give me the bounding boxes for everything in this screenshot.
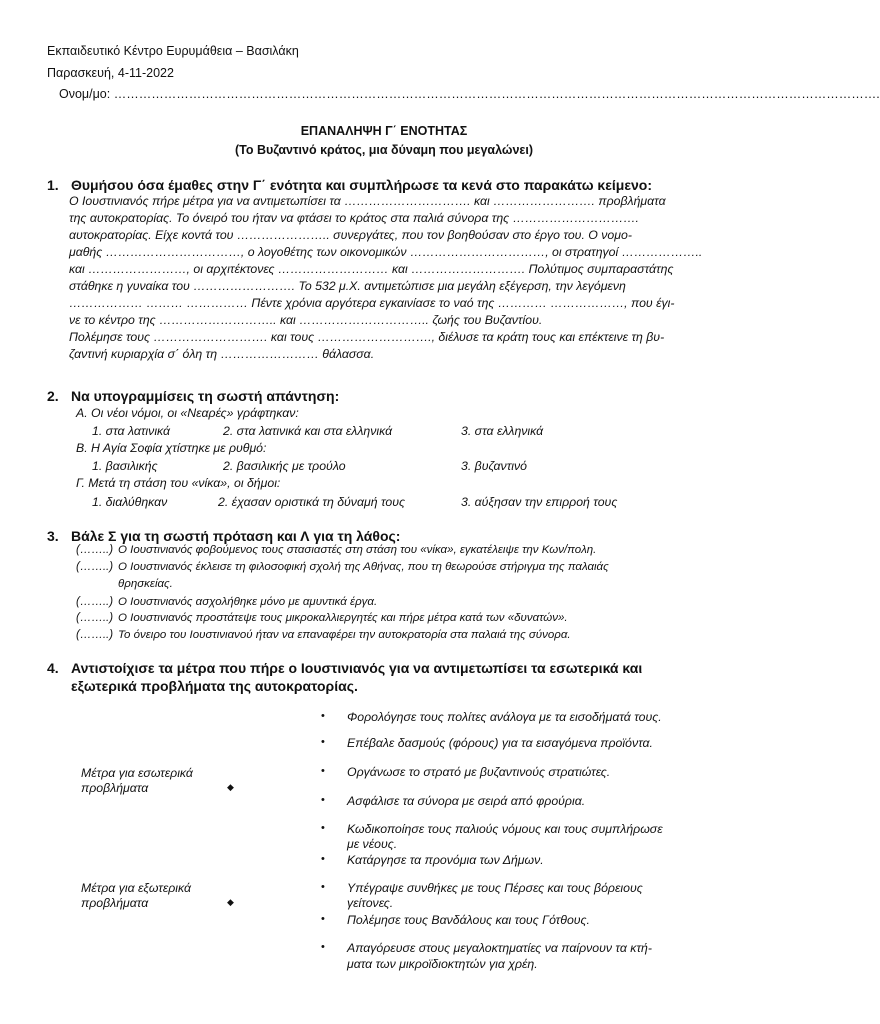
q2-number: 2. xyxy=(47,388,59,404)
q3-number: 3. xyxy=(47,528,59,544)
measure-item: Υπέγραψε συνθήκες με τους Πέρσες και τους βόρειους xyxy=(347,881,643,895)
measure-item: Φορολόγησε τους πολίτες ανάλογα με τα εισοδήματά τους. xyxy=(347,710,662,724)
q3-blank: (……..) xyxy=(76,629,114,641)
internal-measures-label-cont: προβλήματα xyxy=(81,781,149,795)
date: Παρασκευή, 4-11-2022 xyxy=(47,66,174,80)
q3-statement: Ο Ιουστινιανός φοβούμενος τους στασιαστές στη στάση του «νίκα», εγκατέλειψε την Κων/πολη. xyxy=(118,544,597,556)
school-name: Εκπαιδευτικό Κέντρο Ευρυμάθεια – Βασιλάκη xyxy=(47,44,299,58)
q1-line: ……………… ……… …………… Πέντε χρόνια αργότερα εγκαινίασε το ναό της ………… ………………, που έγι- xyxy=(69,296,675,310)
q3-statement-cont: θρησκείας. xyxy=(118,578,173,590)
worksheet-title: ΕΠΑΝΑΛΗΨΗ Γ΄ ΕΝΟΤΗΤΑΣ xyxy=(300,124,468,138)
match-dot-external[interactable]: ◆ xyxy=(227,897,234,907)
q1-line: ζαντινή κυριαρχία σ΄ όλη τη …………………… θάλασσα. xyxy=(69,347,375,361)
bullet-icon: • xyxy=(321,822,325,834)
q1-line: της αυτοκρατορίας. Το όνειρό του ήταν να φτάσει το κράτος στα παλιά σύνορα της …………………………. xyxy=(69,211,639,225)
bullet-icon: • xyxy=(321,881,325,893)
q3-blank: (……..) xyxy=(76,561,114,573)
q2-option: 2. βασιλικής με τρούλο xyxy=(223,459,346,473)
q2-option: 3. στα ελληνικά xyxy=(461,424,544,438)
q1-line: μαθής ……………………………, ο λογοθέτης των οικονομικών ……………………………, οι στρατηγοί ……………….. xyxy=(69,245,703,259)
q4-number: 4. xyxy=(47,660,59,676)
q3-blank: (……..) xyxy=(76,544,114,556)
q3-blank: (……..) xyxy=(76,596,114,608)
measure-item: Επέβαλε δασμούς (φόρους) για τα εισαγόμενα προϊόντα. xyxy=(347,736,653,750)
bullet-icon: • xyxy=(321,794,325,806)
measure-item: Κατάργησε τα προνόμια των Δήμων. xyxy=(347,853,544,867)
external-measures-label: Μέτρα για εξωτερικά xyxy=(81,881,192,895)
q2-option: 1. στα λατινικά xyxy=(92,424,171,438)
measure-item: Ασφάλισε τα σύνορα με σειρά από φρούρια. xyxy=(347,794,586,808)
q2-option: 2. έχασαν οριστικά τη δύναμή τους xyxy=(218,495,405,509)
q3-blank: (……..) xyxy=(76,612,114,624)
q1-line: Πολέμησε τους ………………………. και τους ………………………., διέλυσε τα κράτη τους και επέκτεινε τη βυ- xyxy=(69,330,665,344)
q1-line: νε το κέντρο της ……………………….. και ………………………….. ζωής του Βυζαντίου. xyxy=(69,313,543,327)
q3-statement: Ο Ιουστινιανός ασχολήθηκε μόνο με αμυντικά έργα. xyxy=(118,596,378,608)
q1-line: Ο Ιουστινιανός πήρε μέτρα για να αντιμετωπίσει τα …………………………. και ……………………. προβλήματα xyxy=(69,194,666,208)
q1-line: αυτοκρατορίας. Είχε κοντά του ………………….. συνεργάτες, που τον βοηθούσαν στο έργο του. Ο νομο- xyxy=(69,228,632,242)
q1-text xyxy=(69,193,714,363)
q4-heading: Αντιστοίχισε τα μέτρα που πήρε ο Ιουστινιανός για να αντιμετωπίσει τα εσωτερικά και xyxy=(71,660,643,676)
bullet-icon: • xyxy=(321,853,325,865)
q2-option: 3. αύξησαν την επιρροή τους xyxy=(461,495,618,509)
internal-measures-label: Μέτρα για εσωτερικά xyxy=(81,766,193,780)
q2-question-b: Β. Η Αγία Σοφία χτίστηκε με ρυθμό: xyxy=(76,441,267,455)
q3-statement: Ο Ιουστινιανός έκλεισε τη φιλοσοφική σχολή της Αθήνας, που τη θεωρούσε στήριγμα της παλαιάς xyxy=(118,561,609,573)
q3-heading: Βάλε Σ για τη σωστή πρόταση και Λ για τη λάθος: xyxy=(71,528,401,544)
q2-option: 1. διαλύθηκαν xyxy=(92,495,168,509)
bullet-icon: • xyxy=(321,736,325,748)
q4-heading-cont: εξωτερικά προβλήματα της αυτοκρατορίας. xyxy=(71,678,358,694)
q1-number: 1. xyxy=(47,177,59,193)
measure-item: Απαγόρευσε στους μεγαλοκτηματίες να παίρνουν τα κτή- xyxy=(347,941,652,955)
worksheet-subtitle: (Το Βυζαντινό κράτος, μια δύναμη που μεγαλώνει) xyxy=(234,143,533,157)
bullet-icon: • xyxy=(321,913,325,925)
match-dot-internal[interactable]: ◆ xyxy=(227,782,234,792)
bullet-icon: • xyxy=(321,765,325,777)
measure-item: Κωδικοποίησε τους παλιούς νόμους και τους συμπλήρωσε xyxy=(347,822,663,836)
bullet-icon: • xyxy=(321,710,325,722)
measure-item: Οργάνωσε το στρατό με βυζαντινούς στρατιώτες. xyxy=(347,765,611,779)
bullet-icon: • xyxy=(321,941,325,953)
name-line: Ονομ/μο: …………………………………………………………………………………………………………………………………………………………………. xyxy=(59,87,880,101)
q2-question-c: Γ. Μετά τη στάση του «νίκα», οι δήμοι: xyxy=(76,476,281,490)
external-measures-label-cont: προβλήματα xyxy=(81,896,149,910)
q3-statement: Το όνειρο του Ιουστινιανού ήταν να επαναφέρει την αυτοκρατορία στα παλαιά της σύνορα. xyxy=(118,629,571,641)
q3-statement: Ο Ιουστινιανός προστάτεψε τους μικροκαλλιεργητές και πήρε μέτρα κατά των «δυνατών». xyxy=(118,612,568,624)
q2-option: 2. στα λατινικά και στα ελληνικά xyxy=(223,424,393,438)
q2-question-a: Α. Οι νέοι νόμοι, οι «Νεαρές» γράφτηκαν: xyxy=(76,406,299,420)
q1-heading: Θυμήσου όσα έμαθες στην Γ΄ ενότητα και συμπλήρωσε τα κενά στο παρακάτω κείμενο: xyxy=(71,177,652,193)
measure-item-cont: με νέους. xyxy=(347,837,398,851)
q1-line: και ……………………, οι αρχιτέκτονες ……………………… και ………………………. Πολύτιμος συμπαραστάτης xyxy=(69,262,674,276)
measure-item-cont: ματα των μικροϊδιοκτητών για χρέη. xyxy=(347,957,538,971)
q2-option: 1. βασιλικής xyxy=(92,459,158,473)
q2-option: 3. βυζαντινό xyxy=(461,459,528,473)
measure-item: Πολέμησε τους Βανδάλους και τους Γότθους. xyxy=(347,913,590,927)
q1-line: στάθηκε η γυναίκα του ……………………. Το 532 μ.Χ. αντιμετώπισε μια μεγάλη εξέγερση, την λεγόμενη xyxy=(69,279,626,293)
measure-item-cont: γείτονες. xyxy=(347,896,394,910)
q2-heading: Να υπογραμμίσεις τη σωστή απάντηση: xyxy=(71,388,340,404)
